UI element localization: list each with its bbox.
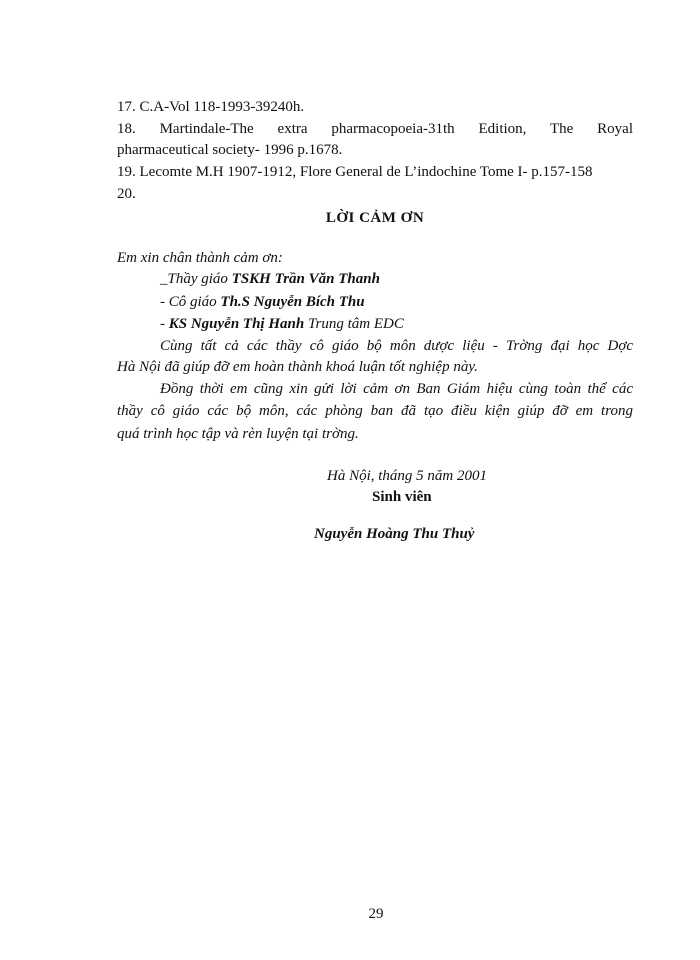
signature-place-date: Hà Nội, tháng 5 năm 2001	[327, 468, 488, 484]
reference-17: 17. C.A-Vol 118-1993-39240h.	[117, 99, 305, 115]
reference-20: 20.	[117, 186, 136, 202]
thanks-item-1-name: TSKH Trần Văn Thanh	[231, 271, 380, 287]
thanks-item-3	[160, 314, 404, 334]
reference-18-line1: 18. Martindale-The extra pharmacopoeia-31th Edition, The Royal	[117, 121, 633, 137]
acknowledgement-greeting: Em xin chân thành cảm ơn:	[117, 250, 283, 266]
reference-18-line2: pharmaceutical society- 1996 p.1678.	[117, 142, 343, 158]
paragraph-2-line-2: thầy cô giáo các bộ môn, các phòng ban đã tạo điều kiện giúp đỡ em trong	[117, 403, 633, 419]
paragraph-1-line-1: Cùng tất cả các thầy cô giáo bộ môn dược liệu - Trờng đại học Dợc	[160, 338, 633, 354]
thanks-item-2	[160, 292, 365, 312]
thanks-item-3-name: KS Nguyễn Thị Hanh	[168, 316, 305, 332]
page-number: 29	[368, 906, 384, 922]
signature-role: Sinh viên	[372, 489, 432, 505]
thanks-item-2-name: Th.S Nguyễn Bích Thu	[220, 294, 365, 310]
reference-19: 19. Lecomte M.H 1907-1912, Flore General de L’indochine Tome I- p.157-158	[117, 164, 593, 180]
acknowledgement-heading: LỜI CẢM ƠN	[325, 210, 425, 226]
thanks-item-1	[160, 269, 380, 289]
paragraph-2-line-1: Đồng thời em cũng xin gửi lời cảm ơn Ban Giám hiệu cùng toàn thể các	[160, 381, 633, 397]
thanks-item-1-prefix: _Thầy giáo	[160, 271, 232, 287]
paragraph-2-line-3: quá trình học tập và rèn luyện tại trờng.	[117, 426, 359, 442]
thanks-item-3-suffix: Trung tâm EDC	[304, 316, 404, 332]
thanks-item-2-prefix: - Cô giáo	[160, 294, 221, 310]
paragraph-1-line-2: Hà Nội đã giúp đỡ em hoàn thành khoá luận tốt nghiệp này.	[117, 359, 478, 375]
signature-name: Nguyễn Hoàng Thu Thuỷ	[314, 526, 475, 542]
thanks-item-3-prefix: -	[160, 316, 169, 332]
